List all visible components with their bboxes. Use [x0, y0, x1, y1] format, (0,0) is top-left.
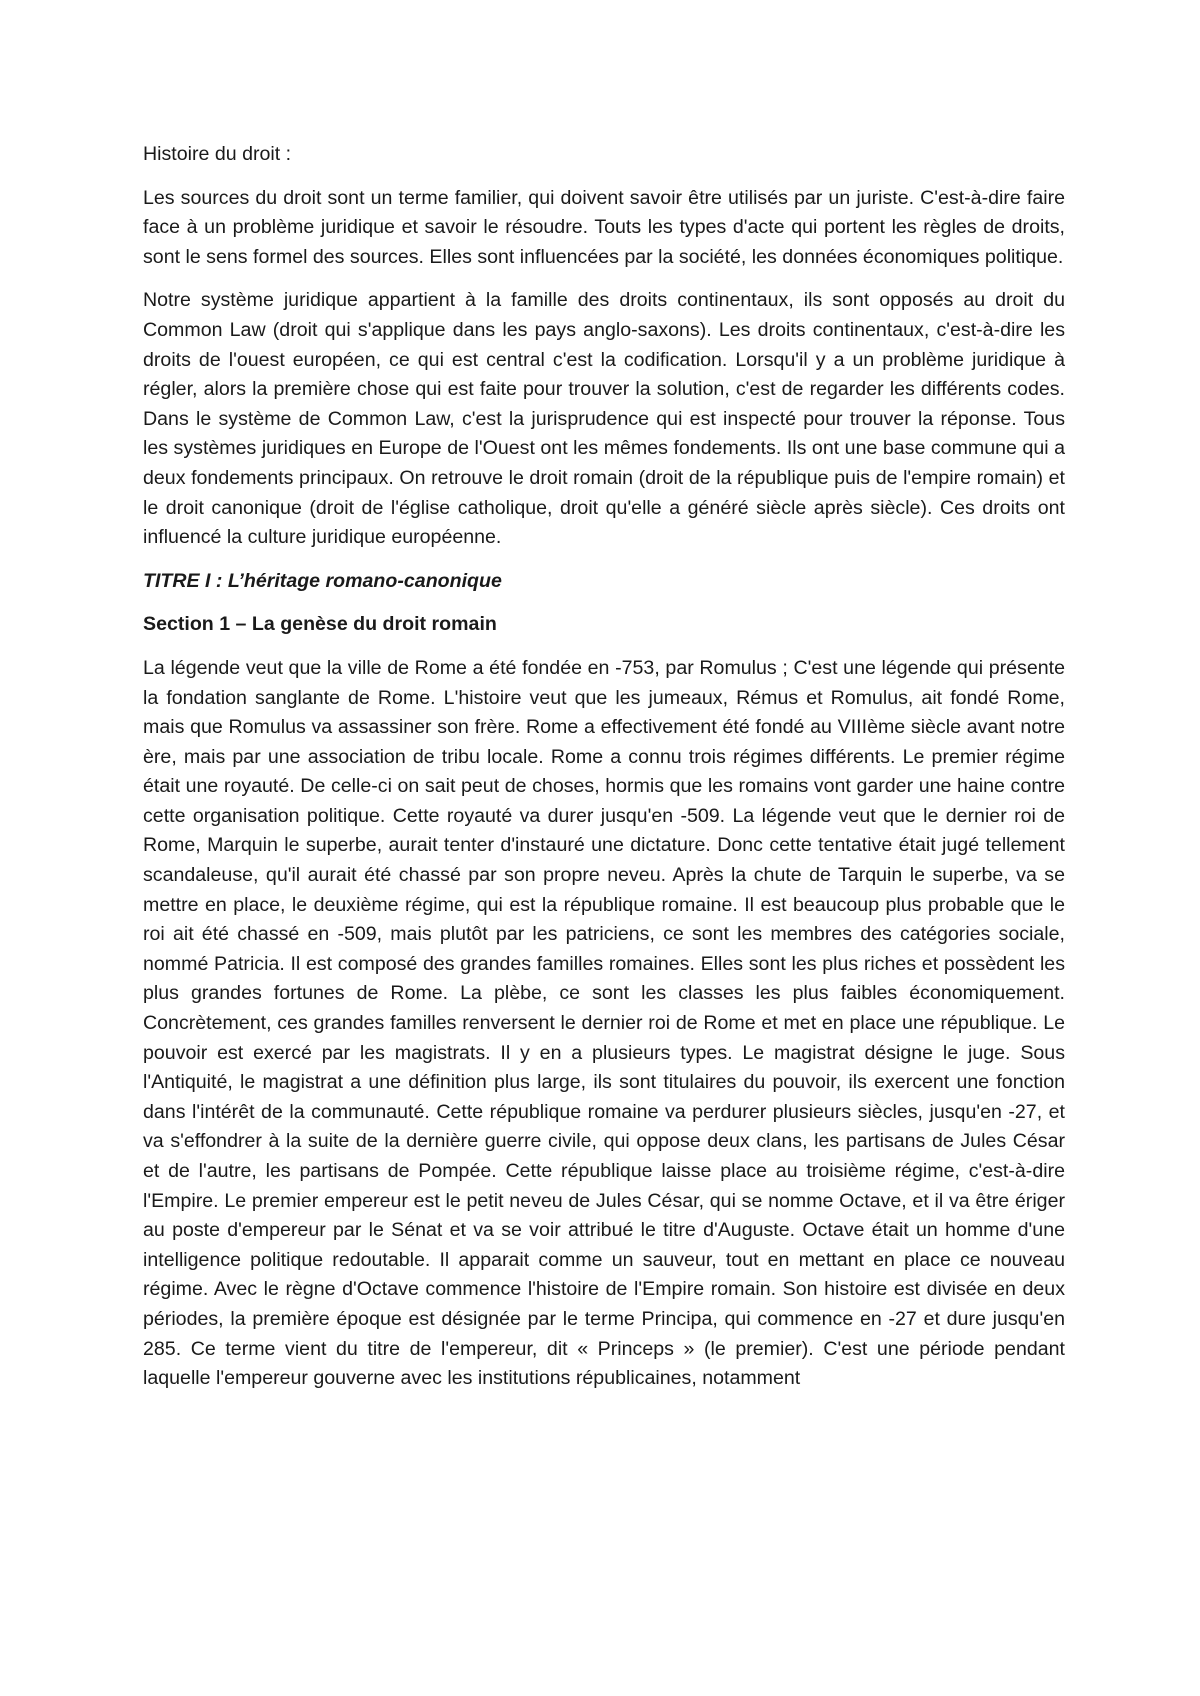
document-page [143, 140, 1065, 1408]
title-heritage-romano-canonique: TITRE I : L’héritage romano-canonique [143, 569, 502, 592]
paragraph-systeme-juridique: Notre système juridique appartient à la famille des droits continentaux, ils sont opposés au droit du Common Law (droit qui s'applique dans les pays anglo-saxons). Les droits continentaux, c'est-à-dire les droits de l'ouest européen, ce qui est central c'est la codification. Lorsqu'il y a un problème juridique à régler, alors la première chose qui est faite pour trouver la solution, c'est de regarder les différents codes. Dans le système de Common Law, c'est la jurisprudence qui est inspecté pour trouver la réponse. Tous les systèmes juridiques en Europe de l'Ouest ont les mêmes fondements. Ils ont une base commune qui a deux fondements principaux. On retrouve le droit romain (droit de la république puis de l'empire romain) et le droit canonique (droit de l'église catholique, droit qu'elle a généré siècle après siècle). Ces droits ont influencé la culture juridique européenne. [143, 289, 1065, 549]
document-heading: Histoire du droit : [143, 143, 292, 165]
section-genese-droit-romain: Section 1 – La genèse du droit romain [143, 613, 497, 636]
paragraph-legende-rome: La légende veut que la ville de Rome a été fondée en -753, par Romulus ; C'est une légende qui présente la fondation sanglante de Rome. L'histoire veut que les jumeaux, Rémus et Romulus, ait fondé Rome, mais que Romulus va assassiner son frère. Rome a effectivement été fondé au VIIIème siècle avant notre ère, mais par une association de tribu locale. Rome a connu trois régimes différents. Le premier régime était une royauté. De celle-ci on sait peut de choses, hormis que les romains vont garder une haine contre cette organisation politique. Cette royauté va durer jusqu'en -509. La légende veut que le dernier roi de Rome, Marquin le superbe, aurait tenter d'instauré une dictature. Donc cette tentative était jugé tellement scandaleuse, qu'il aurait été chassé par son propre neveu. Après la chute de Tarquin le superbe, va se mettre en place, le deuxième régime, qui est la république romaine. Il est beaucoup plus probable que le roi ait été chassé en -509, mais plutôt par les patriciens, ce sont les membres des catégories sociale, nommé Patricia. Il est composé des grandes familles romaines. Elles sont les plus riches et possèdent les plus grandes fortunes de Rome. La plèbe, ce sont les classes les plus faibles économiquement. Concrètement, ces grandes familles renversent le dernier roi de Rome et met en place une république. Le pouvoir est exercé par les magistrats. Il y en a plusieurs types. Le magistrat désigne le juge. Sous l'Antiquité, le magistrat a une définition plus large, ils sont titulaires du pouvoir, ils exercent une fonction dans l'intérêt de la communauté. Cette république romaine va perdurer plusieurs siècles, jusqu'en -27, et va s'effondrer à la suite de la dernière guerre civile, qui oppose deux clans, les partisans de Jules César et de l'autre, les partisans de Pompée. Cette république laisse place au troisième régime, c'est-à-dire l'Empire. Le premier empereur est le petit neveu de Jules César, qui se nomme Octave, et il va être ériger au poste d'empereur par le Sénat et va se voir attribué le titre d'Auguste. Octave était un homme d'une intelligence politique redoutable. Il apparait comme un sauveur, tout en mettant en place ce nouveau régime. Avec le règne d'Octave commence l'histoire de l'Empire romain. Son histoire est divisée en deux périodes, la première époque est désignée par le terme Principa, qui commence en -27 et dure jusqu'en 285. Ce terme vient du titre de l'empereur, dit « Princeps » (le premier). C'est une période pendant laquelle l'empereur gouverne avec les institutions républicaines, notamment [143, 656, 1065, 1390]
paragraph-sources-du-droit: Les sources du droit sont un terme familier, qui doivent savoir être utilisés par un juriste. C'est-à-dire faire face à un problème juridique et savoir le résoudre. Touts les types d'acte qui portent les règles de droits, sont le sens formel des sources. Elles sont influencées par la société, les données économiques politique. [143, 186, 1065, 268]
